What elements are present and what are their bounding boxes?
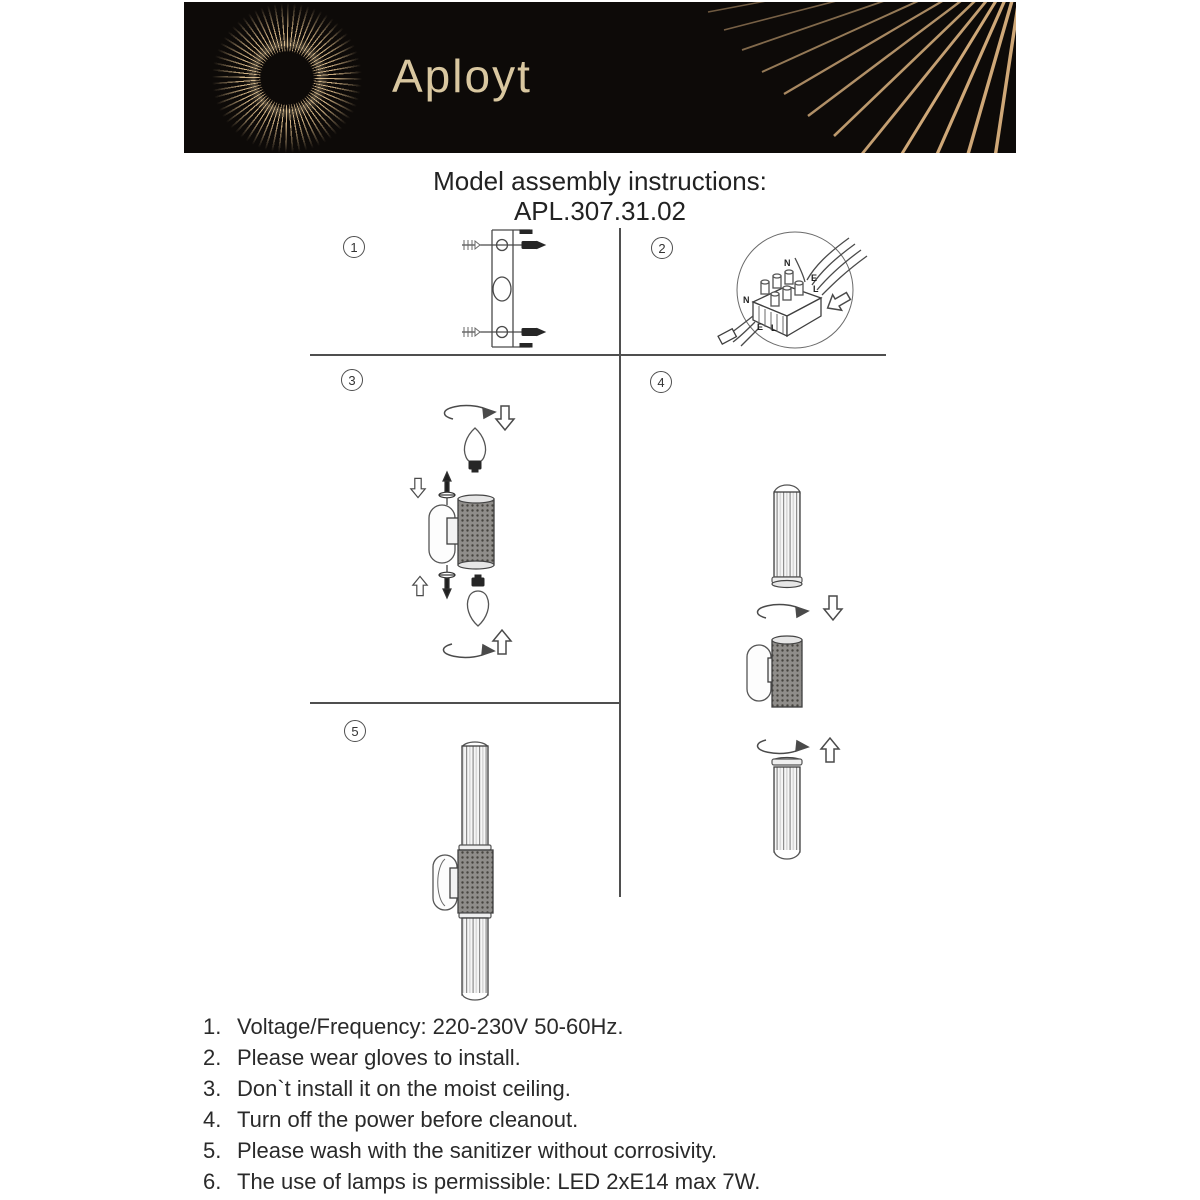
item-number: 3. [203, 1076, 222, 1101]
wire-label-e-top: E [811, 273, 818, 283]
shade-bottom [772, 758, 802, 860]
wire-label-n-top: N [784, 258, 791, 268]
item-number: 5. [203, 1138, 222, 1163]
brand-name: Aployt [392, 50, 532, 102]
rotate-arrow-icon [444, 406, 495, 419]
bulb-top [464, 428, 485, 472]
sunburst-logo-icon [210, 2, 364, 153]
incoming-wires [795, 238, 867, 295]
item-text: Please wear gloves to install. [237, 1045, 521, 1070]
wire-label-e-bottom: E [757, 322, 764, 332]
assembled-lamp [433, 742, 493, 1000]
step-1-number: 1 [350, 239, 358, 255]
step-1-badge [343, 236, 365, 258]
shade-top [772, 485, 802, 588]
item-number: 4. [203, 1107, 222, 1132]
bulb-bottom [467, 575, 488, 626]
step2-wiring-drawing [715, 228, 895, 358]
rotate-arrow-icon [443, 644, 494, 657]
step4-shades-drawing [730, 478, 865, 868]
list-item [203, 1135, 1043, 1166]
step-2-number: 2 [658, 240, 666, 256]
lamp-body [747, 636, 802, 707]
step-2-badge [651, 237, 673, 259]
rotate-arrow-icon [757, 740, 808, 753]
step5-assembled-drawing [400, 735, 530, 1005]
list-item [203, 1073, 1043, 1104]
step-3-number: 3 [348, 372, 356, 388]
list-item [203, 1104, 1043, 1135]
screw-icon [439, 565, 455, 598]
rotate-arrow-icon [757, 605, 808, 618]
item-text: The use of lamps is permissible: LED 2xE14 max 7W. [237, 1169, 761, 1194]
item-number: 6. [203, 1169, 222, 1194]
divider-horizontal-2 [310, 702, 621, 704]
step-3-badge [341, 369, 363, 391]
up-arrow-icon [413, 576, 427, 595]
wire-label-l-top: L [813, 284, 819, 294]
list-item [203, 1011, 1043, 1042]
step1-bracket-drawing [450, 226, 580, 356]
item-text: Turn off the power before cleanout. [237, 1107, 579, 1132]
model-number: APL.307.31.02 [513, 196, 687, 226]
up-arrow-icon [493, 630, 511, 654]
corner-rays-icon [716, 2, 1016, 153]
wire-label-l-bottom: L [771, 323, 777, 333]
item-number: 1. [203, 1014, 222, 1039]
divider-vertical [619, 228, 621, 897]
item-text: Voltage/Frequency: 220-230V 50-60Hz. [237, 1014, 624, 1039]
step-5-number: 5 [351, 723, 359, 739]
brand-banner [184, 2, 1016, 153]
instructions-list [203, 1011, 1043, 1197]
wire-label-n-bottom: N [743, 295, 750, 305]
step-4-number: 4 [657, 374, 665, 390]
up-arrow-icon [821, 738, 839, 762]
item-number: 2. [203, 1045, 222, 1070]
step-4-badge [650, 371, 672, 393]
page-title: Model assembly instructions: [433, 166, 767, 196]
list-item [203, 1042, 1043, 1073]
screws [462, 240, 545, 337]
step3-bulbs-drawing [385, 398, 545, 668]
lamp-body [429, 495, 494, 569]
list-item [203, 1166, 1043, 1197]
down-arrow-icon [496, 406, 514, 430]
down-arrow-icon [411, 478, 425, 497]
down-arrow-icon [824, 596, 842, 620]
item-text: Don`t install it on the moist ceiling. [237, 1076, 571, 1101]
screw-icon [439, 472, 455, 505]
step-5-badge [344, 720, 366, 742]
item-text: Please wash with the sanitizer without corrosivity. [237, 1138, 718, 1163]
